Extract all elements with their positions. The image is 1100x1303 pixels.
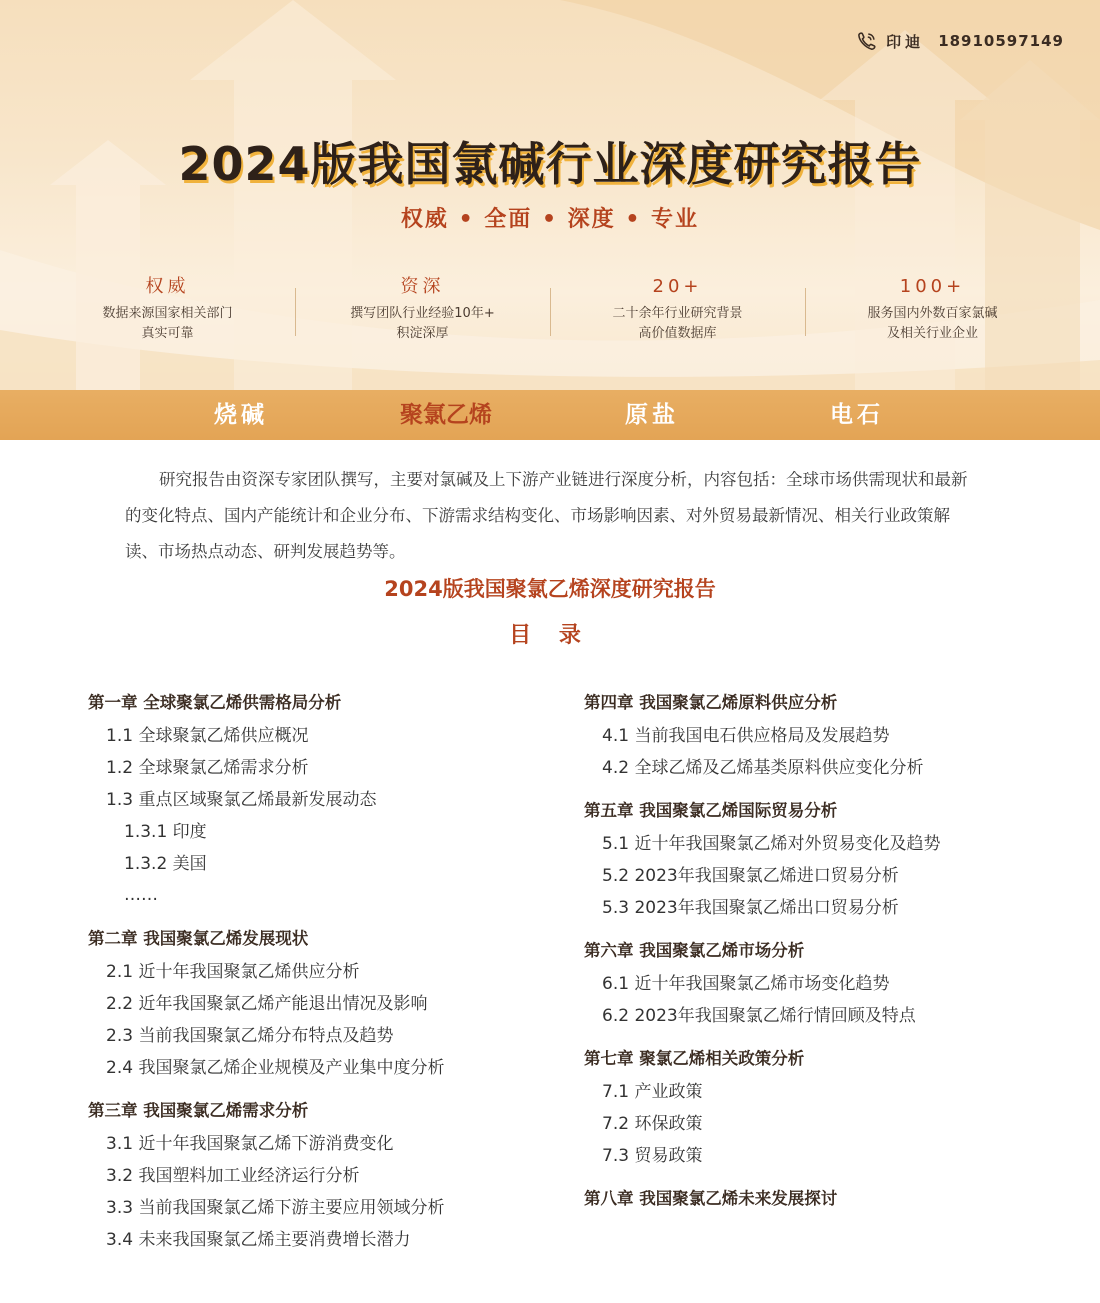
toc-chapter xyxy=(88,1094,558,1256)
toc-chapter xyxy=(584,1042,1054,1172)
toc-right-column xyxy=(584,686,1054,1226)
feature-title: 20+ xyxy=(652,276,703,297)
toc-item[interactable]: 7.1 产业政策 xyxy=(602,1082,703,1102)
toc-chapter xyxy=(88,922,558,1084)
contact-info xyxy=(856,30,1064,52)
feature-years xyxy=(550,270,805,360)
toc-subitem[interactable]: 1.3.2 美国 xyxy=(124,854,207,874)
toc-item[interactable]: 4.1 当前我国电石供应格局及发展趋势 xyxy=(602,726,890,746)
feature-authority xyxy=(40,270,295,360)
toc-item[interactable]: 3.1 近十年我国聚氯乙烯下游消费变化 xyxy=(106,1134,394,1154)
toc-item[interactable]: 2.4 我国聚氯乙烯企业规模及产业集中度分析 xyxy=(106,1058,445,1078)
report-title: 2024版我国聚氯乙烯深度研究报告 xyxy=(384,577,716,601)
toc-item[interactable]: 3.4 未来我国聚氯乙烯主要消费增长潜力 xyxy=(106,1230,411,1250)
hero-banner xyxy=(0,0,1100,390)
toc-item[interactable]: 4.2 全球乙烯及乙烯基类原料供应变化分析 xyxy=(602,758,924,778)
toc-item[interactable]: 1.1 全球聚氯乙烯供应概况 xyxy=(106,726,309,746)
feature-title: 权威 xyxy=(145,276,190,297)
toc-item[interactable]: 7.3 贸易政策 xyxy=(602,1146,703,1166)
toc-chapter xyxy=(584,1182,1054,1216)
feature-desc-line: 数据来源国家相关部门 xyxy=(102,306,233,321)
chapter-title[interactable]: 第四章 我国聚氯乙烯原料供应分析 xyxy=(584,693,838,712)
feature-desc-line: 撰写团队行业经验10年+ xyxy=(350,306,495,321)
feature-desc-line: 二十余年行业研究背景 xyxy=(612,306,743,321)
category-tabs xyxy=(0,390,1100,440)
feature-title: 资深 xyxy=(400,276,445,297)
main-title: 2024版我国氯碱行业深度研究报告 xyxy=(178,137,922,191)
toc-item[interactable]: 3.3 当前我国聚氯乙烯下游主要应用领域分析 xyxy=(106,1198,445,1218)
toc-chapter xyxy=(584,794,1054,924)
toc-item[interactable]: 6.2 2023年我国聚氯乙烯行情回顾及特点 xyxy=(602,1006,916,1026)
contact-name: 印迪 xyxy=(886,32,925,51)
phone-icon xyxy=(856,30,878,52)
toc-item[interactable]: 2.1 近十年我国聚氯乙烯供应分析 xyxy=(106,962,360,982)
tab-raw-salt[interactable]: 原盐 xyxy=(625,402,679,428)
toc-item[interactable]: 2.2 近年我国聚氯乙烯产能退出情况及影响 xyxy=(106,994,428,1014)
chapter-title[interactable]: 第一章 全球聚氯乙烯供需格局分析 xyxy=(88,693,342,712)
slogan: 权威 • 全面 • 深度 • 专业 xyxy=(400,207,700,232)
chapter-title[interactable]: 第五章 我国聚氯乙烯国际贸易分析 xyxy=(584,801,838,820)
toc-left-column xyxy=(88,686,558,1266)
toc-item[interactable]: 2.3 当前我国聚氯乙烯分布特点及趋势 xyxy=(106,1026,394,1046)
chapter-title[interactable]: 第三章 我国聚氯乙烯需求分析 xyxy=(88,1101,309,1120)
toc-item[interactable]: 1.2 全球聚氯乙烯需求分析 xyxy=(106,758,309,778)
feature-desc-line: 积淀深厚 xyxy=(396,326,449,341)
feature-desc-line: 服务国内外数百家氯碱 xyxy=(867,306,998,321)
toc-item[interactable]: 5.2 2023年我国聚氯乙烯进口贸易分析 xyxy=(602,866,899,886)
features-row xyxy=(40,270,1060,360)
feature-title: 100+ xyxy=(899,276,966,297)
tab-pvc[interactable]: 聚氯乙烯 xyxy=(400,402,492,428)
toc-ellipsis: …… xyxy=(124,885,158,905)
feature-experience xyxy=(295,270,550,360)
toc-heading: 目 录 xyxy=(509,623,591,648)
toc-item[interactable]: 6.1 近十年我国聚氯乙烯市场变化趋势 xyxy=(602,974,890,994)
feature-desc-line: 真实可靠 xyxy=(141,326,194,341)
tab-calcium-carbide[interactable]: 电石 xyxy=(830,402,884,428)
chapter-title[interactable]: 第六章 我国聚氯乙烯市场分析 xyxy=(584,941,805,960)
feature-desc-line: 高价值数据库 xyxy=(638,326,717,341)
toc-item[interactable]: 5.1 近十年我国聚氯乙烯对外贸易变化及趋势 xyxy=(602,834,941,854)
feature-clients xyxy=(805,270,1060,360)
tab-caustic-soda[interactable]: 烧碱 xyxy=(214,402,268,428)
toc-item[interactable]: 3.2 我国塑料加工业经济运行分析 xyxy=(106,1166,360,1186)
toc-chapter xyxy=(88,686,558,912)
intro-paragraph: 研究报告由资深专家团队撰写，主要对氯碱及上下游产业链进行深度分析，内容包括：全球市场供需现状和最新的变化特点、国内产能统计和企业分布、下游需求结构变化、市场影响因素、对外贸易最新情况、相关行业政策解读、市场热点动态、研判发展趋势等。 xyxy=(125,470,968,561)
toc-subitem[interactable]: 1.3.1 印度 xyxy=(124,822,207,842)
toc-item[interactable]: 1.3 重点区域聚氯乙烯最新发展动态 xyxy=(106,790,377,810)
toc-item[interactable]: 7.2 环保政策 xyxy=(602,1114,703,1134)
toc-item[interactable]: 5.3 2023年我国聚氯乙烯出口贸易分析 xyxy=(602,898,899,918)
toc-chapter xyxy=(584,934,1054,1032)
toc-chapter xyxy=(584,686,1054,784)
feature-desc-line: 及相关行业企业 xyxy=(886,326,978,341)
contact-phone[interactable]: 18910597149 xyxy=(938,32,1064,50)
chapter-title[interactable]: 第七章 聚氯乙烯相关政策分析 xyxy=(584,1049,805,1068)
chapter-title[interactable]: 第八章 我国聚氯乙烯未来发展探讨 xyxy=(584,1189,838,1208)
chapter-title[interactable]: 第二章 我国聚氯乙烯发展现状 xyxy=(88,929,309,948)
